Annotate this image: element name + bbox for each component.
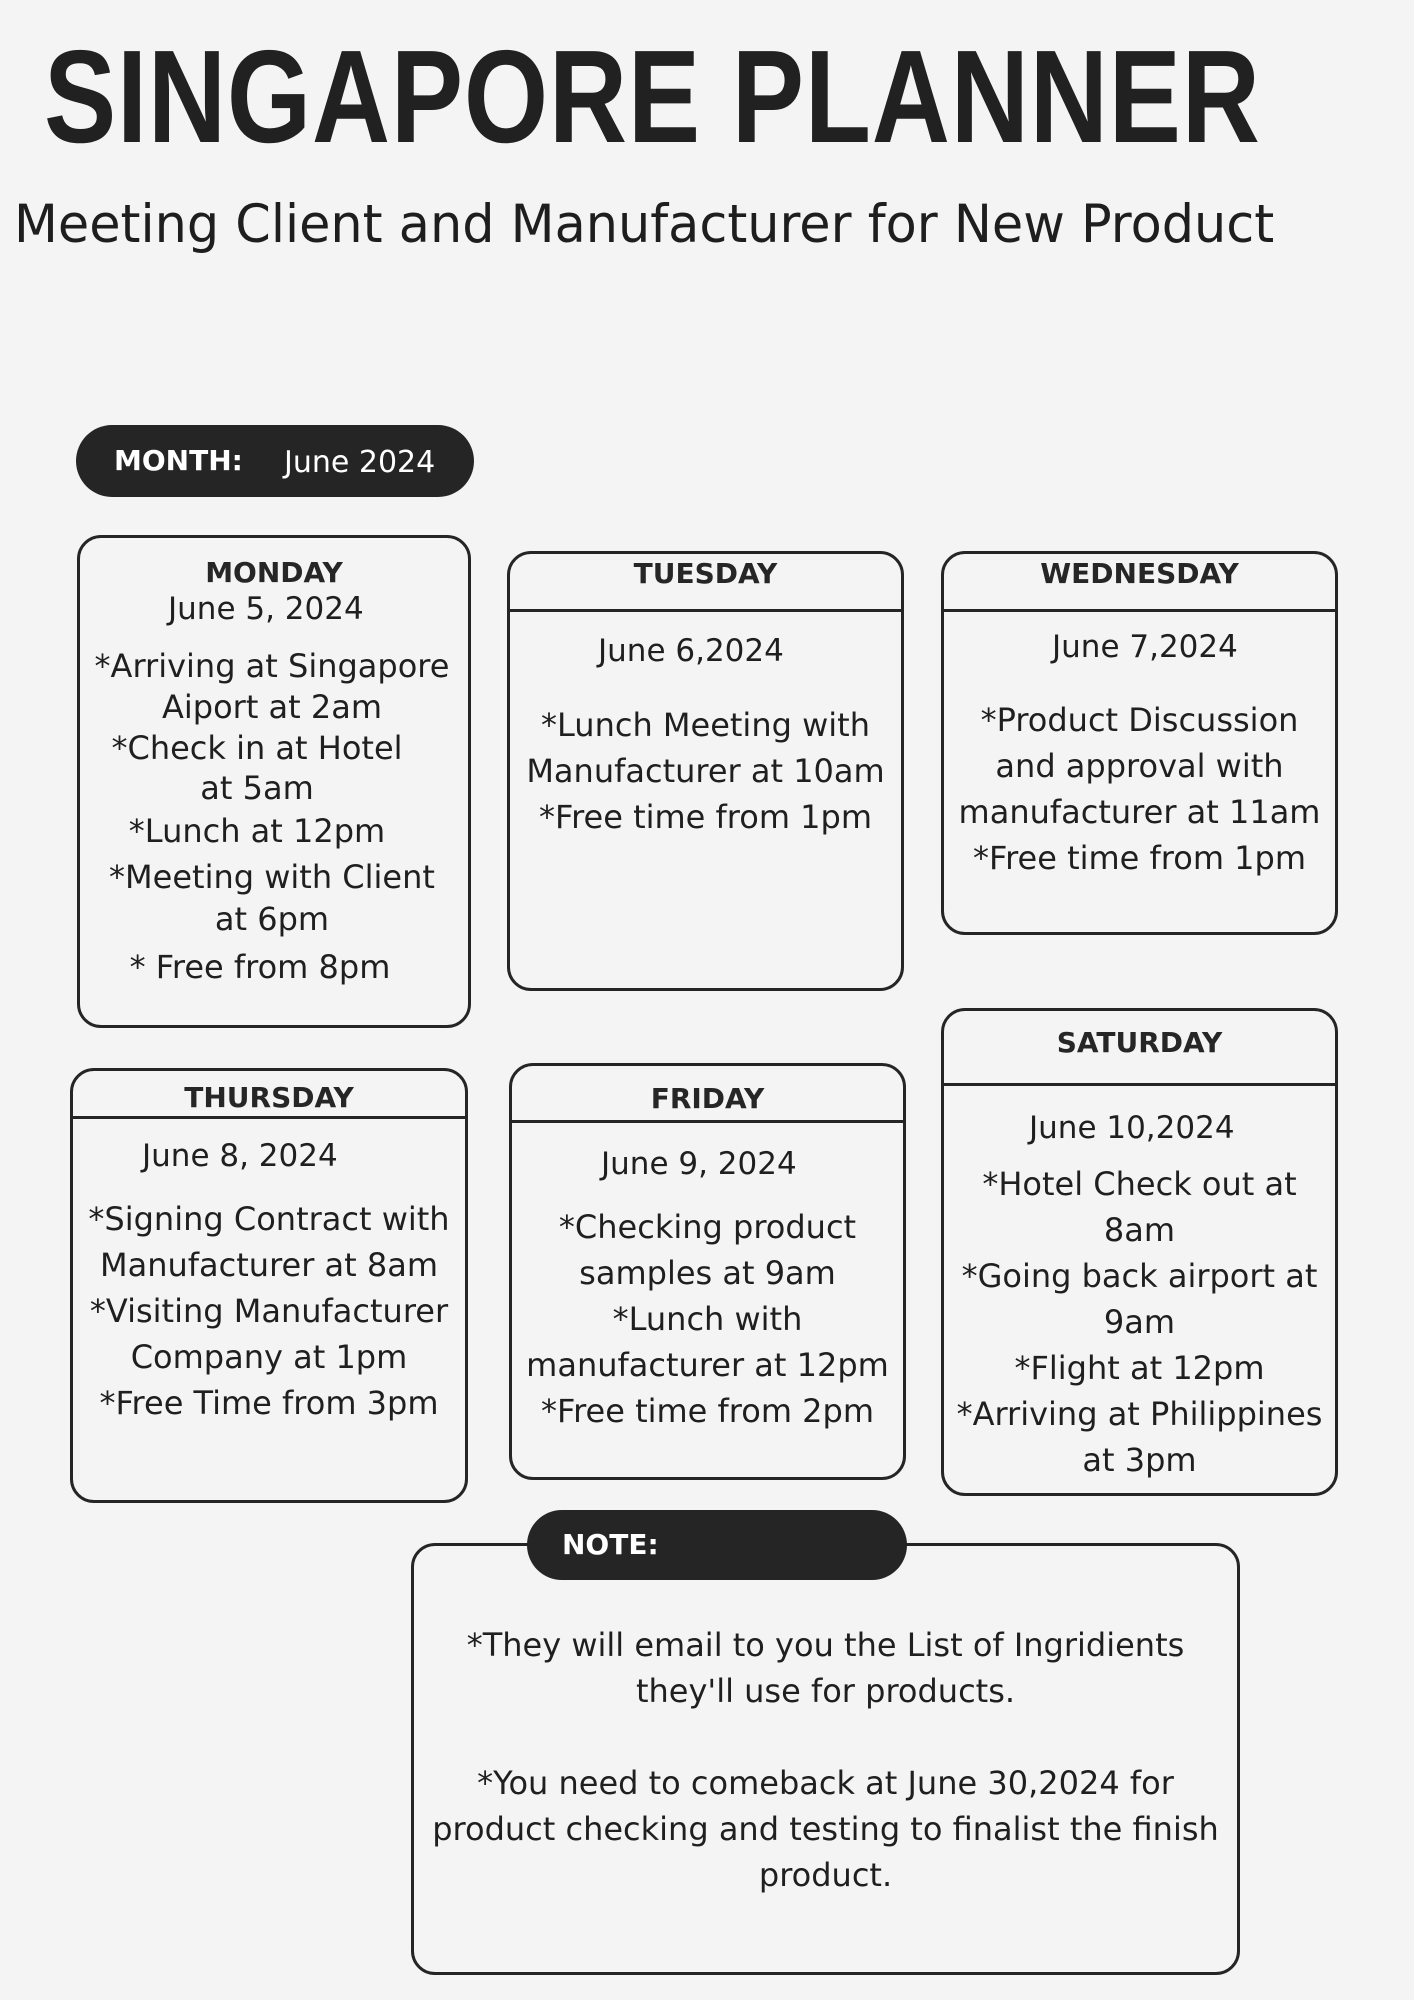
day-card-tuesday bbox=[507, 551, 904, 991]
day-items bbox=[944, 697, 1335, 881]
day-card-saturday bbox=[941, 1008, 1338, 1496]
schedule-item: at 5am bbox=[200, 769, 314, 807]
day-items bbox=[944, 1161, 1335, 1483]
day-items bbox=[510, 702, 901, 840]
note-line bbox=[414, 1714, 1237, 1760]
note-line: *They will email to you the List of Ingridients bbox=[466, 1626, 1185, 1664]
header-divider bbox=[512, 1120, 903, 1123]
day-name: TUESDAY bbox=[633, 557, 778, 590]
schedule-item: and approval with bbox=[995, 747, 1284, 785]
note-line: product checking and testing to finalist the finish bbox=[432, 1810, 1219, 1848]
note-label: NOTE: bbox=[562, 1528, 659, 1561]
schedule-item: *Free time from 1pm bbox=[538, 798, 873, 836]
header-divider bbox=[510, 609, 901, 612]
day-items bbox=[73, 1196, 465, 1426]
day-date: June 5, 2024 bbox=[168, 591, 364, 627]
day-name: WEDNESDAY bbox=[1040, 557, 1239, 590]
schedule-item: 9am bbox=[1103, 1303, 1176, 1341]
schedule-item: manufacturer at 12pm bbox=[526, 1346, 889, 1384]
schedule-item: *Free time from 2pm bbox=[540, 1392, 875, 1430]
schedule-item: * Free from 8pm bbox=[129, 948, 391, 986]
schedule-item: *Free Time from 3pm bbox=[99, 1384, 439, 1422]
schedule-item: *Lunch Meeting with bbox=[541, 706, 870, 744]
day-date: June 9, 2024 bbox=[601, 1146, 797, 1182]
day-name: FRIDAY bbox=[650, 1082, 765, 1115]
schedule-item: at 6pm bbox=[214, 900, 330, 938]
note-text bbox=[414, 1622, 1237, 1898]
month-value: June 2024 bbox=[284, 445, 436, 480]
schedule-item: *Arriving at Singapore bbox=[94, 647, 450, 685]
schedule-item: *Hotel Check out at bbox=[982, 1165, 1297, 1203]
day-card-thursday bbox=[70, 1068, 468, 1503]
day-card-monday bbox=[77, 535, 471, 1028]
schedule-item: *Free time from 1pm bbox=[972, 839, 1307, 877]
day-name: MONDAY bbox=[205, 556, 343, 589]
schedule-item: Company at 1pm bbox=[130, 1338, 408, 1376]
schedule-item: *Checking product bbox=[558, 1208, 857, 1246]
schedule-item: *Check in at Hotel bbox=[111, 729, 403, 767]
header-divider bbox=[944, 1083, 1335, 1086]
header-divider bbox=[944, 609, 1335, 612]
month-label: MONTH: bbox=[114, 444, 243, 477]
note-line: they'll use for products. bbox=[635, 1672, 1016, 1710]
day-items bbox=[512, 1204, 903, 1434]
note-pill bbox=[527, 1510, 907, 1580]
page-subtitle: Meeting Client and Manufacturer for New Product bbox=[14, 194, 1275, 255]
page-title: SINGAPORE PLANNER bbox=[44, 23, 1261, 170]
day-date: June 6,2024 bbox=[598, 633, 784, 669]
day-card-wednesday bbox=[941, 551, 1338, 935]
day-date: June 10,2024 bbox=[1029, 1110, 1235, 1146]
schedule-item: *Arriving at Philippines bbox=[956, 1395, 1323, 1433]
day-date: June 8, 2024 bbox=[142, 1138, 338, 1174]
month-pill bbox=[76, 425, 474, 497]
day-name: SATURDAY bbox=[1056, 1026, 1223, 1059]
schedule-item: manufacturer at 11am bbox=[958, 793, 1321, 831]
schedule-item: Manufacturer at 10am bbox=[526, 752, 885, 790]
header-divider bbox=[73, 1116, 465, 1119]
schedule-item: Manufacturer at 8am bbox=[99, 1246, 438, 1284]
schedule-item: *Lunch with bbox=[612, 1300, 803, 1338]
note-line: product. bbox=[758, 1856, 893, 1894]
day-name: THURSDAY bbox=[184, 1081, 354, 1114]
day-card-friday bbox=[509, 1063, 906, 1480]
schedule-item: samples at 9am bbox=[579, 1254, 836, 1292]
schedule-item: at 3pm bbox=[1082, 1441, 1197, 1479]
schedule-item: *Flight at 12pm bbox=[1014, 1349, 1265, 1387]
note-box bbox=[411, 1543, 1240, 1975]
schedule-item: *Lunch at 12pm bbox=[128, 812, 386, 850]
schedule-item: *Signing Contract with bbox=[88, 1200, 450, 1238]
schedule-item: Aiport at 2am bbox=[161, 688, 382, 726]
day-items bbox=[76, 646, 468, 996]
schedule-item: 8am bbox=[1103, 1211, 1176, 1249]
day-date: June 7,2024 bbox=[1052, 629, 1238, 665]
schedule-item: *Visiting Manufacturer bbox=[89, 1292, 449, 1330]
note-line: *You need to comeback at June 30,2024 for bbox=[477, 1764, 1174, 1802]
schedule-item: *Product Discussion bbox=[980, 701, 1299, 739]
schedule-item: *Meeting with Client bbox=[109, 858, 435, 896]
schedule-item: *Going back airport at bbox=[961, 1257, 1318, 1295]
